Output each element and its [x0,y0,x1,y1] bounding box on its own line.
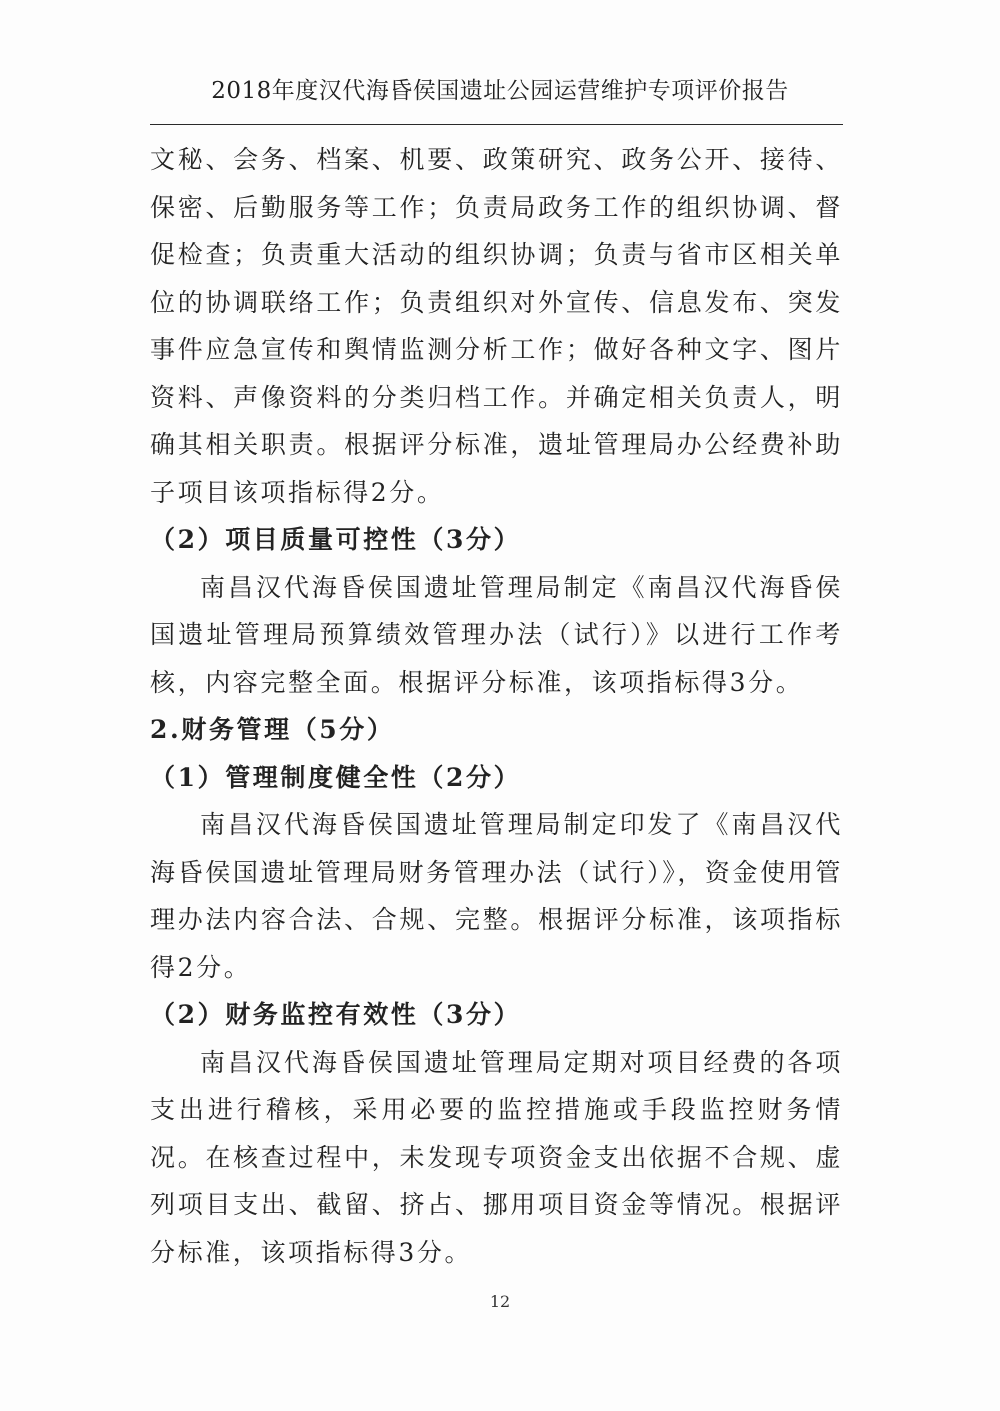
section-heading-financial-monitoring: （2）财务监控有效性（3分） [150,1000,522,1029]
paragraph-financial-monitoring: 南昌汉代海昏侯国遗址管理局定期对项目经费的各项支出进行稽核，采用必要的监控措施或手段监控财务情况。在核查过程中，未发现专项资金支出依据不合规、虚列项目支出、截留、挤占、挪用项目资金等情况。根据评分标准，该项指标得3分。 [150,1047,843,1267]
header-rule [150,124,843,125]
section-heading-system-soundness: （1）管理制度健全性（2分） [150,762,522,792]
section-heading-quality-control: （2）项目质量可控性（3分） [150,525,522,554]
paragraph-system-soundness: 南昌汉代海昏侯国遗址管理局制定印发了《南昌汉代海昏侯国遗址管理局财务管理办法（试行）》，资金使用管理办法内容合法、合规、完整。根据评分标准，该项指标得2分。 [150,810,843,982]
running-header: 2018年度汉代海昏侯国遗址公园运营维护专项评价报告 [211,78,789,104]
paragraph-continuation: 文秘、会务、档案、机要、政策研究、政务公开、接待、保密、后勤服务等工作；负责局政务工作的组织协调、督促检查；负责重大活动的组织协调；负责与省市区相关单位的协调联络工作；负责组织对外宣传、信息发布、突发事件应急宣传和舆情监测分析工作；做好各种文字、图片资料、声像资料的分类归档工作。并确定相关负责人，明确其相关职责。根据评分标准，遗址管理局办公经费补助子项目该项指标得2分。 [150,145,843,507]
page-number: 12 [489,1292,511,1311]
paragraph-quality-control: 南昌汉代海昏侯国遗址管理局制定《南昌汉代海昏侯国遗址管理局预算绩效管理办法（试行）》以进行工作考核，内容完整全面。根据评分标准，该项指标得3分。 [150,572,843,697]
body-text [150,136,843,1276]
section-heading-financial-management: 2.财务管理（5分） [150,715,395,744]
